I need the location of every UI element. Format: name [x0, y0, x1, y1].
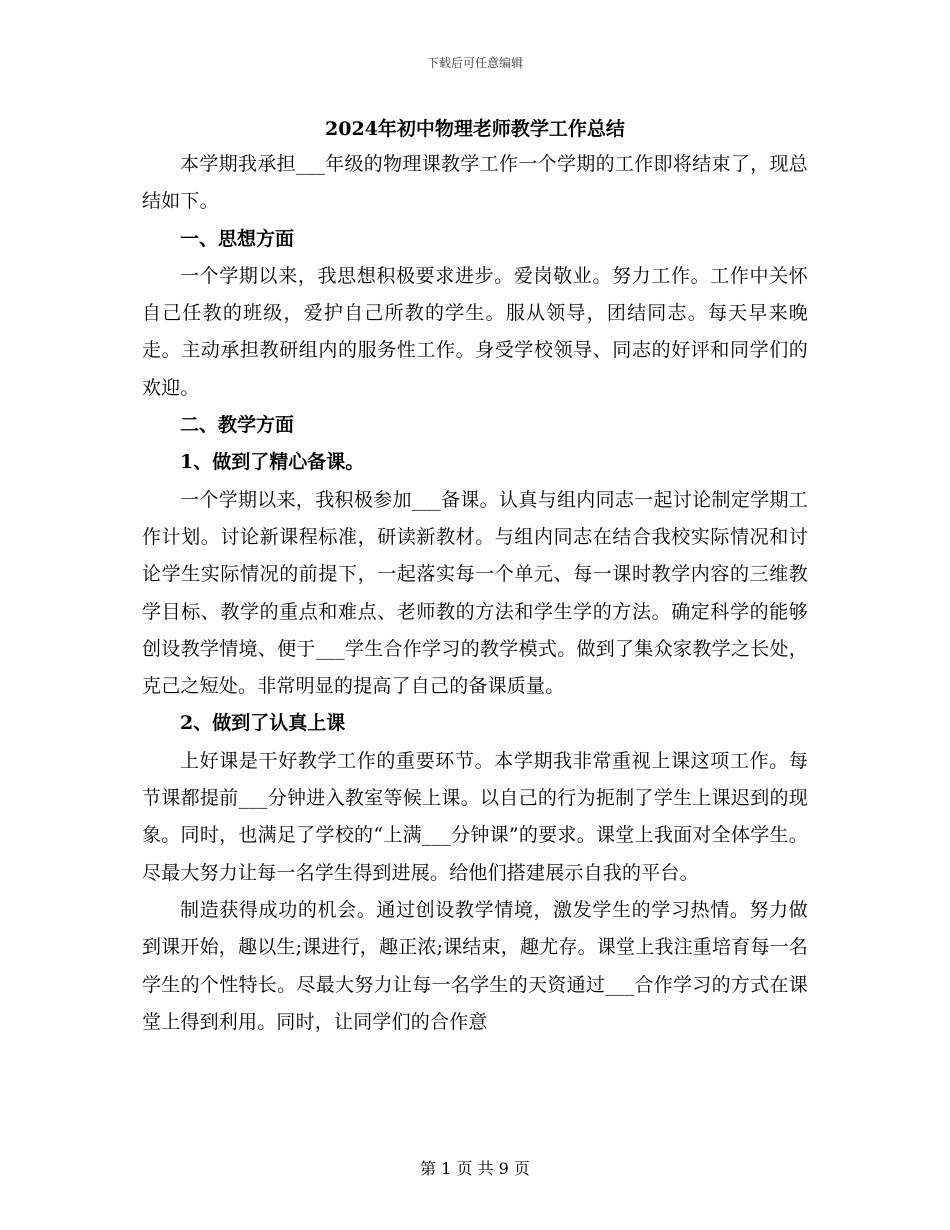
section-body-thought: 一个学期以来，我思想积极要求进步。爱岗敬业。努力工作。工作中关怀自己任教的班级，爱护自己所教的学生。服从领导，团结同志。每天早来晚走。主动承担教研组内的服务性工作。身受学校领导、同志的好评和同学们的欢迎。: [142, 264, 808, 399]
subsection-body-class-1: 上好课是干好教学工作的重要环节。本学期我非常重视上课这项工作。每节课都提前___分钟进入教室等候上课。以自己的行为扼制了学生上课迟到的现象。同时，也满足了学校的“上满___分钟课”的要求。课堂上我面对全体学生。尽最大努力让每一名学生得到进展。给他们搭建展示自我的平台。: [142, 749, 808, 884]
document-content: [142, 112, 808, 1041]
section-heading-thought: 一、思想方面: [180, 227, 295, 250]
document-title: 2024年初中物理老师教学工作总结: [325, 118, 625, 140]
section-heading-teaching: 二、教学方面: [180, 414, 295, 437]
header-note: 下载后可任意编辑: [426, 56, 523, 70]
intro-paragraph: 本学期我承担___年级的物理课教学工作一个学期的工作即将结束了，现总结如下。: [142, 153, 808, 213]
page-number: 第 1 页 共 9 页: [420, 1159, 530, 1178]
subsection-body-prepare: 一个学期以来，我积极参加___备课。认真与组内同志一起讨论制定学期工作计划。讨论新课程标准，研读新教材。与组内同志在结合我校实际情况和讨论学生实际情况的前提下，一起落实每一个单元、每一课时教学内容的三维教学目标、教学的重点和难点、老师教的方法和学生学的方法。确定科学的能够创设教学情境、便于___学生合作学习的教学模式。做到了集众家教学之长处，克己之短处。非常明显的提高了自己的备课质量。: [142, 488, 808, 698]
subsection-heading-prepare: 1、做到了精心备课。: [180, 451, 365, 474]
subsection-body-class-2: 制造获得成功的机会。通过创设教学情境，激发学生的学习热情。努力做到课开始，趣以生;课进行，趣正浓;课结束，趣尤存。课堂上我注重培育每一名学生的个性特长。尽最大努力让每一名学生的天资通过___合作学习的方式在课堂上得到利用。同时，让同学们的合作意: [142, 898, 809, 1033]
subsection-heading-class: 2、做到了认真上课: [180, 712, 346, 735]
